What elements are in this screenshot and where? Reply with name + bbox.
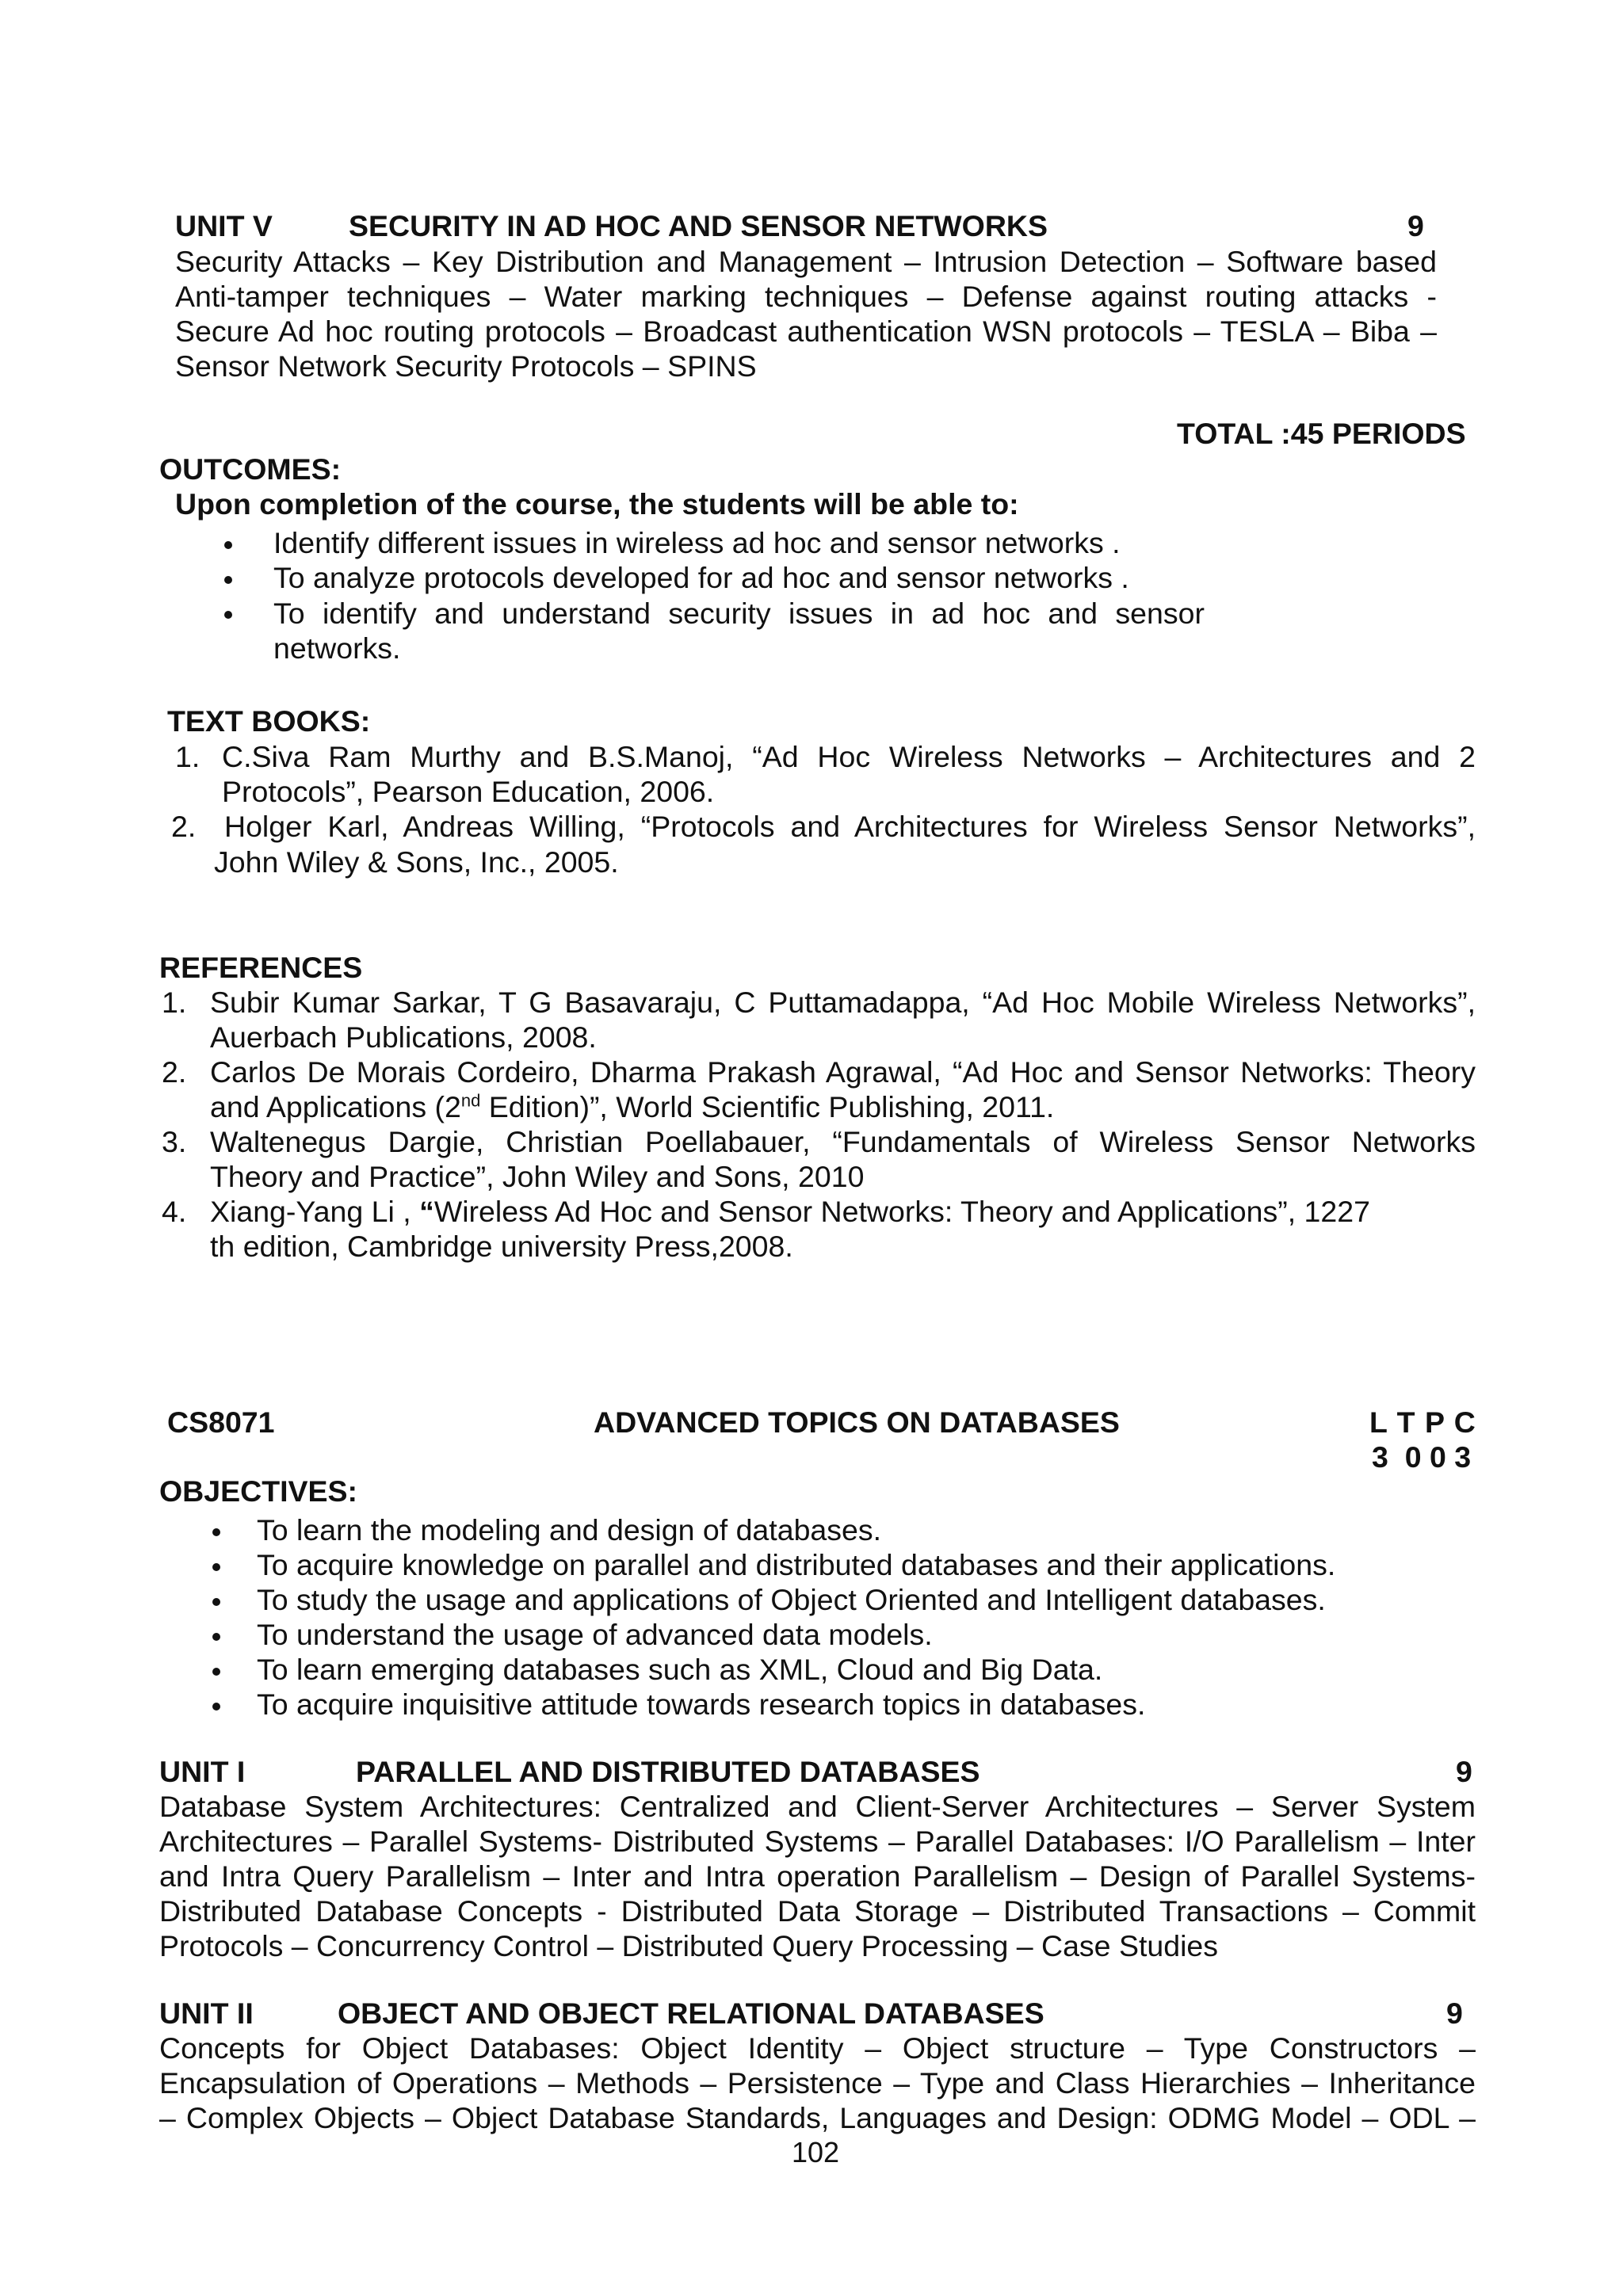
bullet-icon xyxy=(212,1668,220,1676)
unit-5-title: SECURITY IN AD HOC AND SENSOR NETWORKS xyxy=(349,209,1048,242)
outcome-item-3-cont: networks. xyxy=(273,631,401,665)
textbook-1-number: 1. xyxy=(175,740,200,773)
objectives-heading: OBJECTIVES: xyxy=(159,1474,358,1508)
course-title: ADVANCED TOPICS ON DATABASES xyxy=(594,1405,1120,1439)
bullet-icon xyxy=(212,1528,220,1536)
bullet-icon xyxy=(224,611,232,619)
reference-3-line-1: Waltenegus Dargie, Christian Poellabauer, “Fundamentals of Wireless Sensor Networks xyxy=(210,1125,1476,1158)
outcomes-intro: Upon completion of the course, the students will be able to: xyxy=(175,487,1019,521)
unit-2-line-1: Concepts for Object Databases: Object Identity – Object structure – Type Constructors – xyxy=(159,2031,1476,2065)
bullet-icon xyxy=(212,1563,220,1571)
unit-5-line-2: Anti-tamper techniques – Water marking techniques – Defense against routing attacks - xyxy=(175,280,1437,313)
unit-1-line-5: Protocols – Concurrency Control – Distributed Query Processing – Case Studies xyxy=(159,1929,1219,1962)
unit-2-title: OBJECT AND OBJECT RELATIONAL DATABASES xyxy=(338,1997,1044,2030)
textbook-1-line-2: Protocols”, Pearson Education, 2006. xyxy=(222,775,715,808)
reference-3-line-2: Theory and Practice”, John Wiley and Sons, 2010 xyxy=(210,1160,865,1193)
textbook-2-number: 2. xyxy=(171,810,197,843)
reference-4-number: 4. xyxy=(162,1195,187,1228)
reference-2-line-2: and Applications (2nd Edition)”, World Scientific Publishing, 2011. xyxy=(210,1090,1055,1123)
textbook-2-line-2: John Wiley & Sons, Inc., 2005. xyxy=(214,845,619,879)
unit-1-line-4: Distributed Database Concepts - Distributed Data Storage – Distributed Transactions – Commit xyxy=(159,1894,1476,1928)
reference-4-line-1: Xiang-Yang Li , “Wireless Ad Hoc and Sensor Networks: Theory and Applications”, 1227 xyxy=(210,1195,1370,1228)
page-number: 102 xyxy=(792,2136,840,2168)
reference-1-number: 1. xyxy=(162,986,187,1019)
objective-item-3: To study the usage and applications of Object Oriented and Intelligent databases. xyxy=(257,1583,1326,1616)
unit-5-line-1: Security Attacks – Key Distribution and Management – Intrusion Detection – Software based xyxy=(175,245,1437,278)
outcome-item-3: To identify and understand security issues in ad hoc and sensor xyxy=(273,597,1205,630)
unit-2-hours: 9 xyxy=(1446,1997,1463,2030)
bullet-icon xyxy=(212,1633,220,1641)
reference-3-number: 3. xyxy=(162,1125,187,1158)
unit-1-label: UNIT I xyxy=(159,1755,246,1788)
unit-1-line-3: and Intra Query Parallelism – Inter and Intra operation Parallelism – Design of Parallel Systems- xyxy=(159,1859,1476,1893)
unit-2-line-3: – Complex Objects – Object Database Standards, Languages and Design: ODMG Model – ODL – xyxy=(159,2101,1476,2134)
textbook-1-line-1: C.Siva Ram Murthy and B.S.Manoj, “Ad Hoc Wireless Networks – Architectures and 2 xyxy=(222,740,1476,773)
superscript: nd xyxy=(460,1090,481,1111)
reference-2-number: 2. xyxy=(162,1055,187,1089)
outcomes-heading: OUTCOMES: xyxy=(159,452,342,486)
unit-5-label: UNIT V xyxy=(175,209,273,242)
reference-4-line-2: th edition, Cambridge university Press,2008. xyxy=(210,1230,793,1263)
unit-2-line-2: Encapsulation of Operations – Methods – Persistence – Type and Class Hierarchies – Inheritance xyxy=(159,2066,1476,2100)
bullet-icon xyxy=(212,1703,220,1711)
unit-1-hours: 9 xyxy=(1456,1755,1472,1788)
bullet-icon xyxy=(224,576,232,584)
reference-1-line-2: Auerbach Publications, 2008. xyxy=(210,1020,597,1054)
objective-item-6: To acquire inquisitive attitude towards research topics in databases. xyxy=(257,1688,1146,1721)
unit-1-title: PARALLEL AND DISTRIBUTED DATABASES xyxy=(356,1755,980,1788)
references-heading: REFERENCES xyxy=(159,951,363,984)
unit-5-hours: 9 xyxy=(1407,209,1424,242)
course-code: CS8071 xyxy=(167,1405,275,1439)
outcome-item-2: To analyze protocols developed for ad hoc and sensor networks . xyxy=(273,561,1129,594)
course-ltpc-label: L T P C xyxy=(1369,1405,1476,1439)
total-periods: TOTAL :45 PERIODS xyxy=(1177,417,1466,450)
textbook-2-line-1: Holger Karl, Andreas Willing, “Protocols and Architectures for Wireless Sensor Networks”, xyxy=(224,810,1476,843)
unit-1-line-1: Database System Architectures: Centralized and Client-Server Architectures – Server System xyxy=(159,1790,1476,1823)
bullet-icon xyxy=(224,541,232,549)
reference-1-line-1: Subir Kumar Sarkar, T G Basavaraju, C Puttamadappa, “Ad Hoc Mobile Wireless Networks”, xyxy=(210,986,1476,1019)
objective-item-4: To understand the usage of advanced data models. xyxy=(257,1618,933,1651)
unit-2-label: UNIT II xyxy=(159,1997,254,2030)
course-ltpc-values: 3 0 0 3 xyxy=(1372,1440,1472,1474)
outcome-item-1: Identify different issues in wireless ad hoc and sensor networks . xyxy=(273,526,1121,559)
objective-item-1: To learn the modeling and design of databases. xyxy=(257,1513,882,1547)
textbooks-heading: TEXT BOOKS: xyxy=(167,704,371,738)
objective-item-5: To learn emerging databases such as XML, Cloud and Big Data. xyxy=(257,1653,1103,1686)
reference-2-line-1: Carlos De Morais Cordeiro, Dharma Prakash Agrawal, “Ad Hoc and Sensor Networks: Theory xyxy=(210,1055,1476,1089)
unit-5-line-3: Secure Ad hoc routing protocols – Broadcast authentication WSN protocols – TESLA – Biba – xyxy=(175,315,1437,348)
unit-1-line-2: Architectures – Parallel Systems- Distributed Systems – Parallel Databases: I/O Parallelism – Inter xyxy=(159,1825,1476,1858)
objective-item-2: To acquire knowledge on parallel and distributed databases and their applications. xyxy=(257,1548,1336,1581)
unit-5-line-4: Sensor Network Security Protocols – SPINS xyxy=(175,349,757,383)
bullet-icon xyxy=(212,1598,220,1606)
